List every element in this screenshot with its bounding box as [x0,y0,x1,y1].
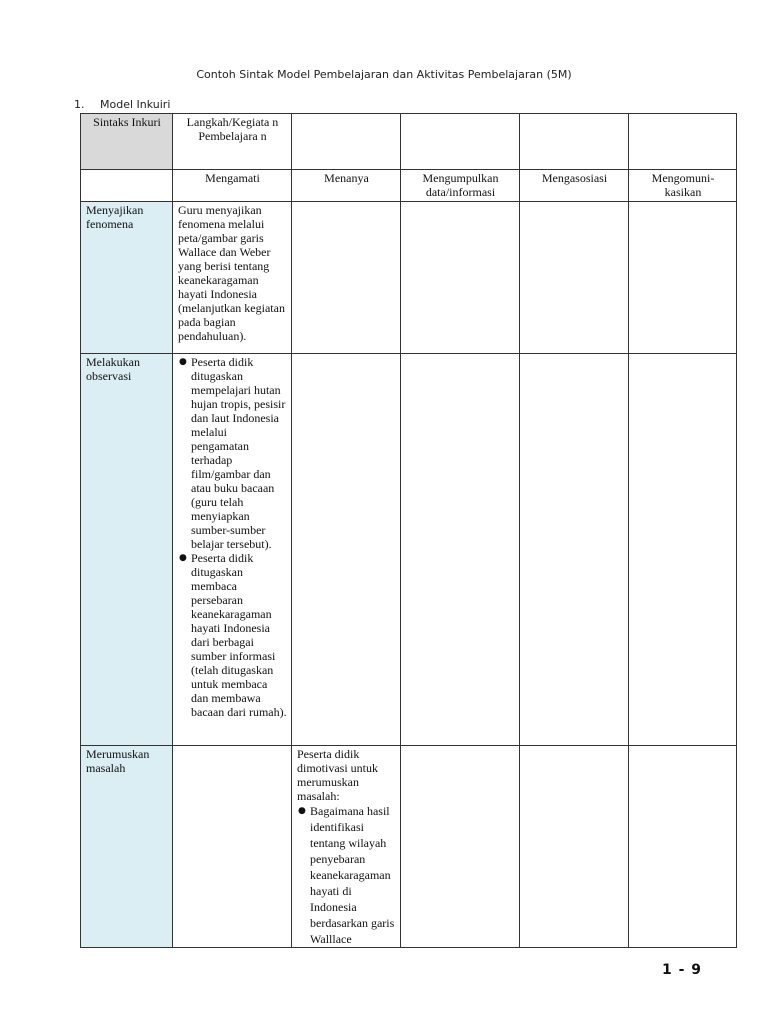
header-empty-cell [520,114,629,170]
mengamati-cell [173,354,292,746]
page-number: 1 - 9 [662,962,703,978]
empty-cell [292,354,401,746]
column-menanya: Menanya [292,170,401,202]
list-item: ● Peserta didik ditugaskan membaca persebaran keanekaragaman hayati Indonesia dari berbagai sumber informasi (telah ditugaskan untuk membaca dan membawa bacaan dari rumah). [178,551,287,719]
section-title: Model Inkuiri [100,98,171,111]
empty-cell [173,746,292,948]
list-item: ● Bagaimana hasil identifikasi tentang wilayah penyebaran keanekaragaman hayati di Indonesia berdasarkan garis Walllace [297,803,396,947]
bullet-list [297,803,396,947]
column-mengumpulkan: Mengumpulkan data/informasi [401,170,520,202]
sintak-table [80,113,737,948]
header-empty-cell [292,114,401,170]
bullet-list [178,355,287,719]
empty-cell [401,354,520,746]
menanya-cell [292,746,401,948]
empty-cell [629,202,737,354]
header-row-1 [81,114,737,170]
empty-cell [629,746,737,948]
header-row-2 [81,170,737,202]
column-mengomunikasikan: Mengomuni-kasikan [629,170,737,202]
section-heading [74,98,170,111]
empty-cell [520,202,629,354]
header-sintaks: Sintaks Inkuri [81,114,173,170]
empty-cell [292,202,401,354]
menanya-intro: Peserta didik dimotivasi untuk merumuskan masalah: [297,747,378,803]
header-langkah: Langkah/Kegiata n Pembelajara n [173,114,292,170]
table-row [81,202,737,354]
empty-cell [520,746,629,948]
empty-cell [629,354,737,746]
header-blank-cell [81,170,173,202]
table-row [81,354,737,746]
sintaks-cell: Merumuskan masalah [81,746,173,948]
sintaks-cell: Melakukan observasi [81,354,173,746]
empty-cell [401,202,520,354]
empty-cell [401,746,520,948]
table-row [81,746,737,948]
sintaks-cell: Menyajikan fenomena [81,202,173,354]
column-mengamati: Mengamati [173,170,292,202]
document-title: Contoh Sintak Model Pembelajaran dan Aktivitas Pembelajaran (5M) [196,68,572,81]
mengamati-cell: Guru menyajikan fenomena melalui peta/gambar garis Wallace dan Weber yang berisi tentang keanekaragaman hayati Indonesia (melanjutkan kegiatan pada bagian pendahuluan). [173,202,292,354]
column-mengasosiasi: Mengasosiasi [520,170,629,202]
list-item: ● Peserta didik ditugaskan mempelajari hutan hujan tropis, pesisir dan laut Indonesia melalui pengamatan terhadap film/gambar dan atau buku bacaan (guru telah menyiapkan sumber-sumber belajar tersebut). [178,355,287,551]
section-number: 1. [74,98,85,111]
header-empty-cell [401,114,520,170]
empty-cell [520,354,629,746]
header-empty-cell [629,114,737,170]
